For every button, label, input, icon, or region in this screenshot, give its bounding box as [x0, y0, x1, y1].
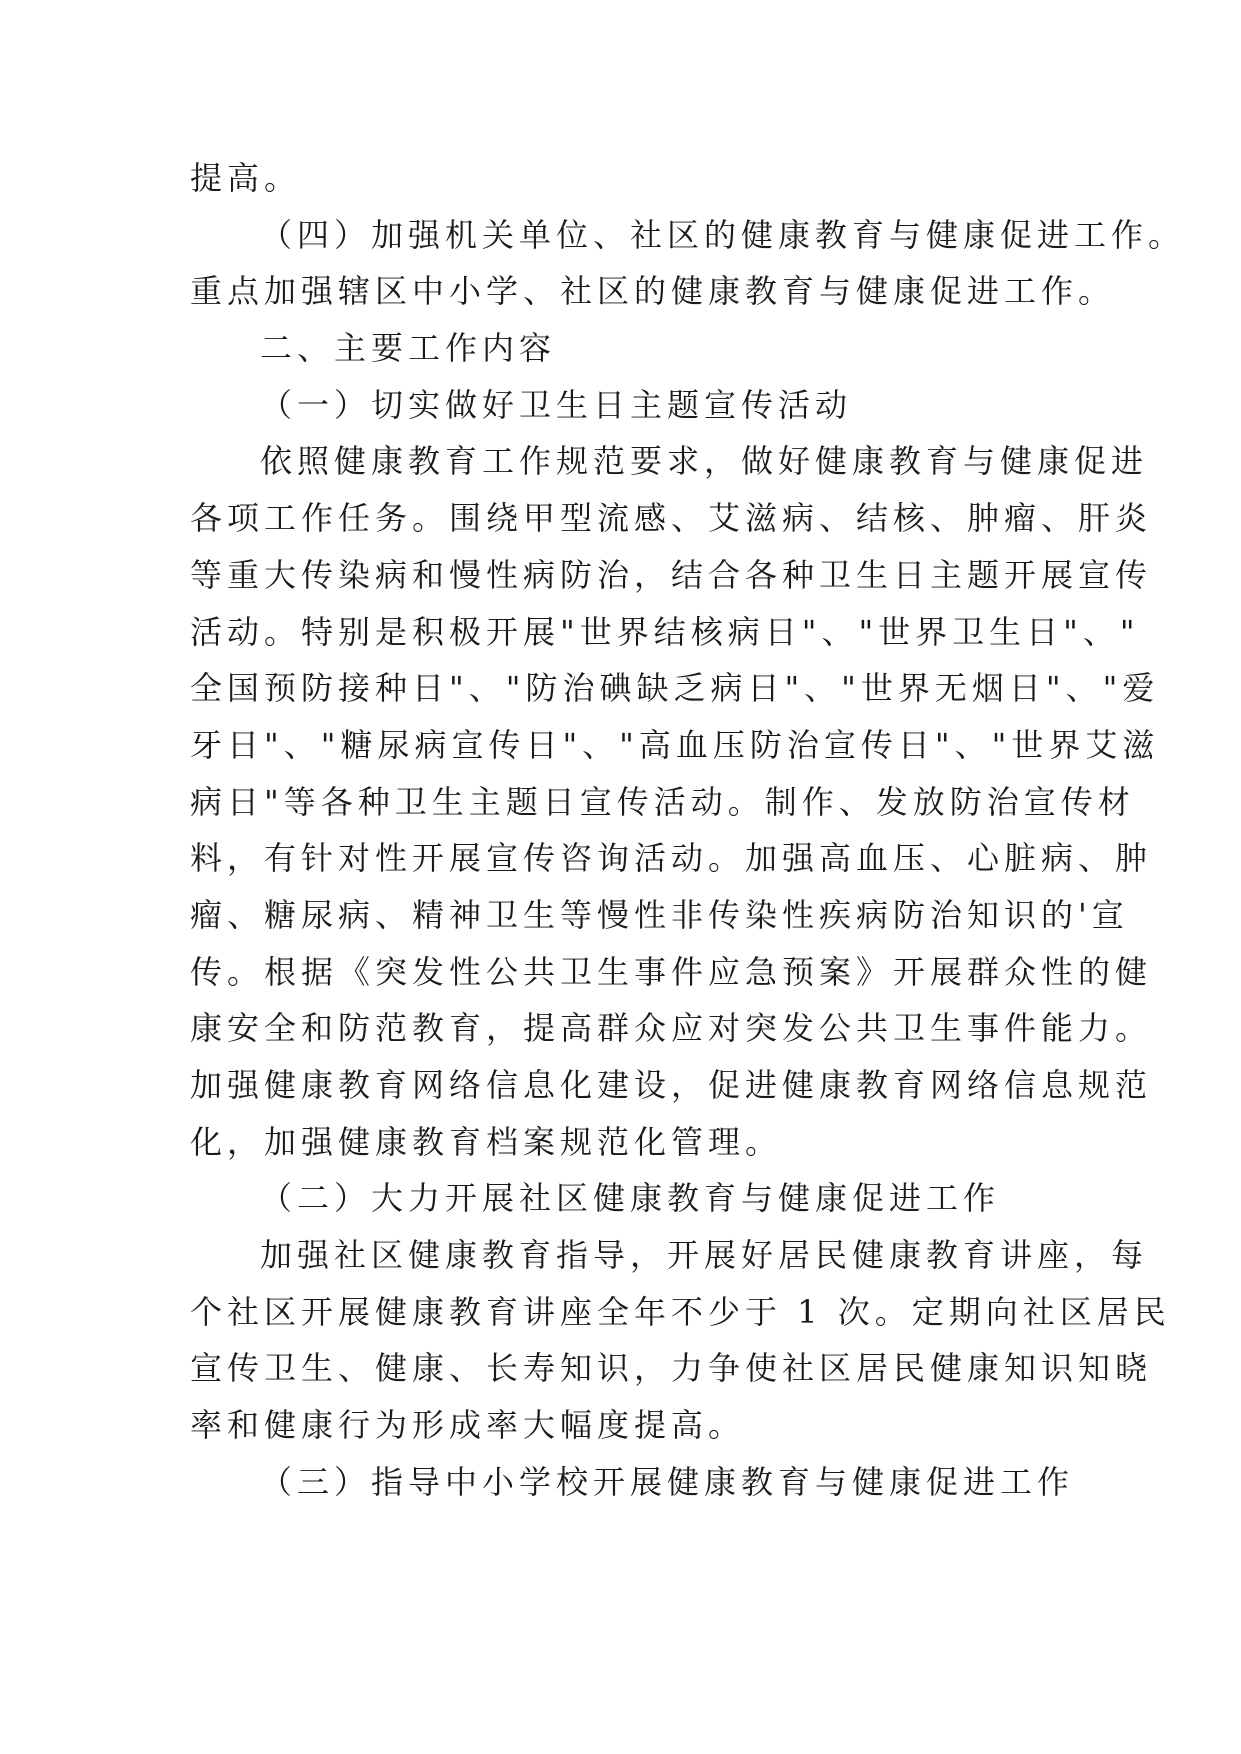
- text-line: 瘤、糖尿病、精神卫生等慢性非传染性疾病防治知识的'宣: [190, 895, 1129, 934]
- text-line: 各项工作任务。围绕甲型流感、艾滋病、结核、肿瘤、肝炎: [190, 499, 1153, 538]
- text-line: 重点加强辖区中小学、社区的健康教育与健康促进工作。: [190, 272, 1116, 311]
- text-line: 化，加强健康教育档案规范化管理。: [190, 1122, 783, 1161]
- subsection-heading: （三）指导中小学校开展健康教育与健康促进工作: [260, 1462, 1075, 1501]
- subsection-heading: （一）切实做好卫生日主题宣传活动: [260, 385, 853, 424]
- text-line: 康安全和防范教育，提高群众应对突发公共卫生事件能力。: [190, 1009, 1153, 1048]
- text-line: 宣传卫生、健康、长寿知识，力争使社区居民健康知识知晓: [190, 1349, 1153, 1388]
- text-line: 等重大传染病和慢性病防治，结合各种卫生日主题开展宣传: [190, 555, 1153, 594]
- document-body: [190, 150, 1186, 1511]
- text-line: 依照健康教育工作规范要求，做好健康教育与健康促进: [260, 442, 1149, 481]
- text-line: （四）加强机关单位、社区的健康教育与健康促进工作。: [260, 215, 1186, 254]
- text-line: 牙日"、"糖尿病宣传日"、"高血压防治宣传日"、"世界艾滋: [190, 725, 1160, 764]
- text-line: 全国预防接种日"、"防治碘缺乏病日"、"世界无烟日"、"爱: [190, 669, 1160, 708]
- text-line: 料，有针对性开展宣传咨询活动。加强高血压、心脏病、肿: [190, 839, 1153, 878]
- section-heading: 二、主要工作内容: [260, 329, 557, 368]
- text-line: 病日"等各种卫生主题日宣传活动。制作、发放防治宣传材: [190, 782, 1135, 821]
- text-line: 加强社区健康教育指导，开展好居民健康教育讲座，每: [260, 1236, 1149, 1275]
- text-line: 活动。特别是积极开展"世界结核病日"、"世界卫生日"、": [190, 612, 1140, 651]
- text-line: 传。根据《突发性公共卫生事件应急预案》开展群众性的健: [190, 952, 1153, 991]
- text-line: 率和健康行为形成率大幅度提高。: [190, 1406, 746, 1445]
- text-line: 个社区开展健康教育讲座全年不少于 1 次。定期向社区居民: [190, 1292, 1171, 1331]
- text-line: 加强健康教育网络信息化建设，促进健康教育网络信息规范: [190, 1066, 1153, 1104]
- text-line: 提高。: [190, 159, 302, 197]
- subsection-heading: （二）大力开展社区健康教育与健康促进工作: [260, 1179, 1001, 1218]
